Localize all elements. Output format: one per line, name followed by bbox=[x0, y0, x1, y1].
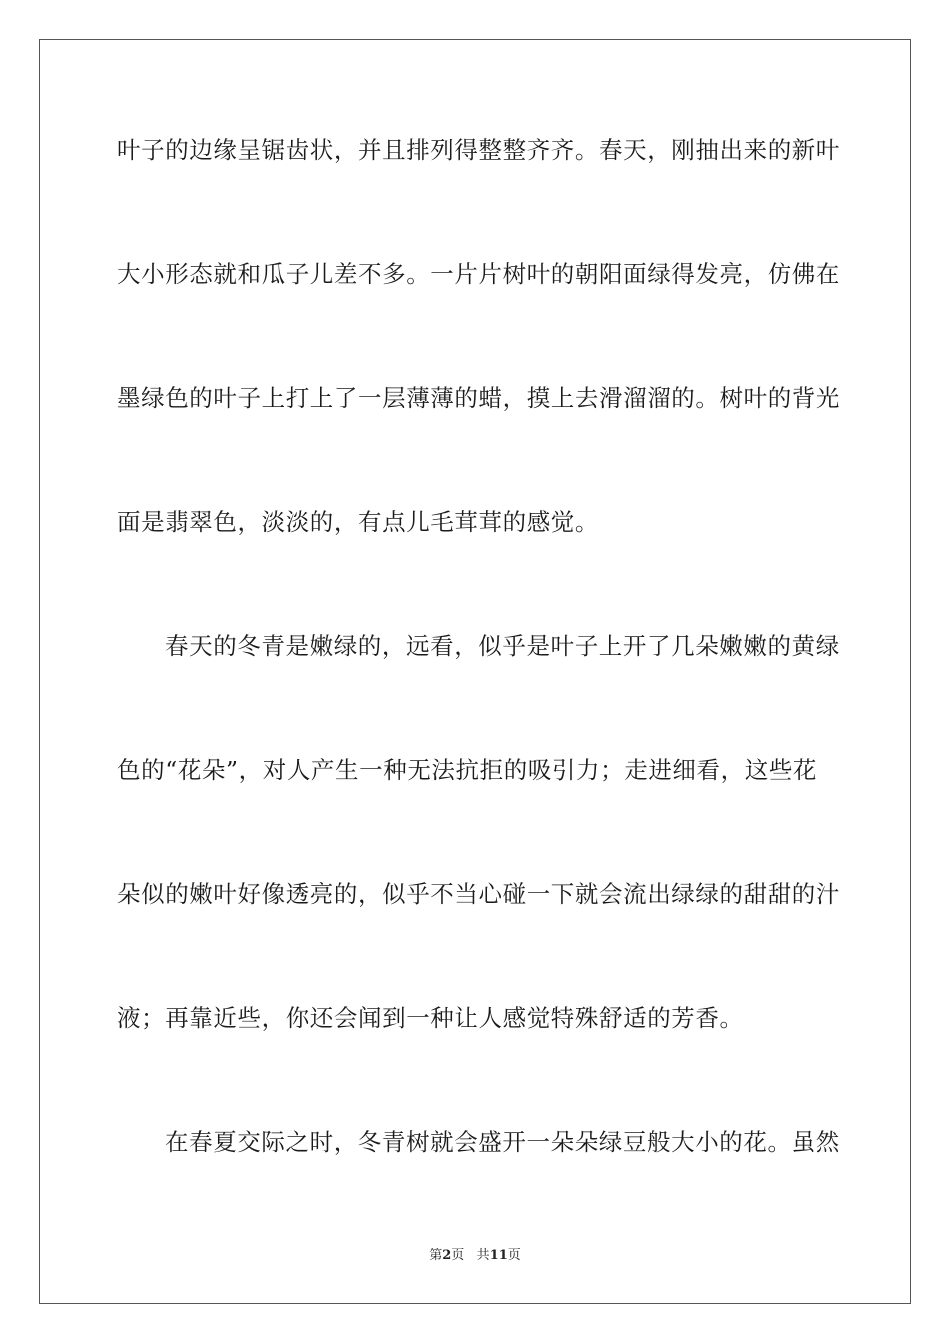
paragraph-line: 色的“花朵”，对人产生一种无法抗拒的吸引力；走进细看，这些花 bbox=[117, 756, 818, 784]
page-total-suffix: 页 bbox=[507, 1248, 521, 1263]
page-number-suffix: 页 bbox=[451, 1248, 465, 1263]
paragraph-line: 液；再靠近些，你还会闻到一种让人感觉特殊舒适的芳香。 bbox=[117, 1004, 744, 1032]
page-total-prefix: 共 bbox=[476, 1248, 490, 1263]
paragraph-line: 朵似的嫩叶好像透亮的，似乎不当心碰一下就会流出绿绿的甜甜的汁 bbox=[117, 880, 840, 908]
page-number-prefix: 第 bbox=[429, 1248, 443, 1263]
page-number-current: 2 bbox=[442, 1248, 452, 1263]
paragraph-line: 叶子的边缘呈锯齿状，并且排列得整整齐齐。春天，刚抽出来的新叶 bbox=[117, 136, 840, 164]
paragraph-line: 墨绿色的叶子上打上了一层薄薄的蜡，摸上去滑溜溜的。树叶的背光 bbox=[117, 384, 840, 412]
paragraph-line: 大小形态就和瓜子儿差不多。一片片树叶的朝阳面绿得发亮，仿佛在 bbox=[117, 260, 840, 288]
paragraph-line: 在春夏交际之时，冬青树就会盛开一朵朵绿豆般大小的花。虽然 bbox=[165, 1128, 840, 1156]
page-footer bbox=[0, 1246, 950, 1266]
paragraph-line: 面是翡翠色，淡淡的，有点儿毛茸茸的感觉。 bbox=[117, 508, 599, 536]
page-total-count: 11 bbox=[489, 1248, 508, 1263]
page-border bbox=[39, 39, 911, 1304]
paragraph-line: 春天的冬青是嫩绿的，远看，似乎是叶子上开了几朵嫩嫩的黄绿 bbox=[165, 632, 840, 660]
